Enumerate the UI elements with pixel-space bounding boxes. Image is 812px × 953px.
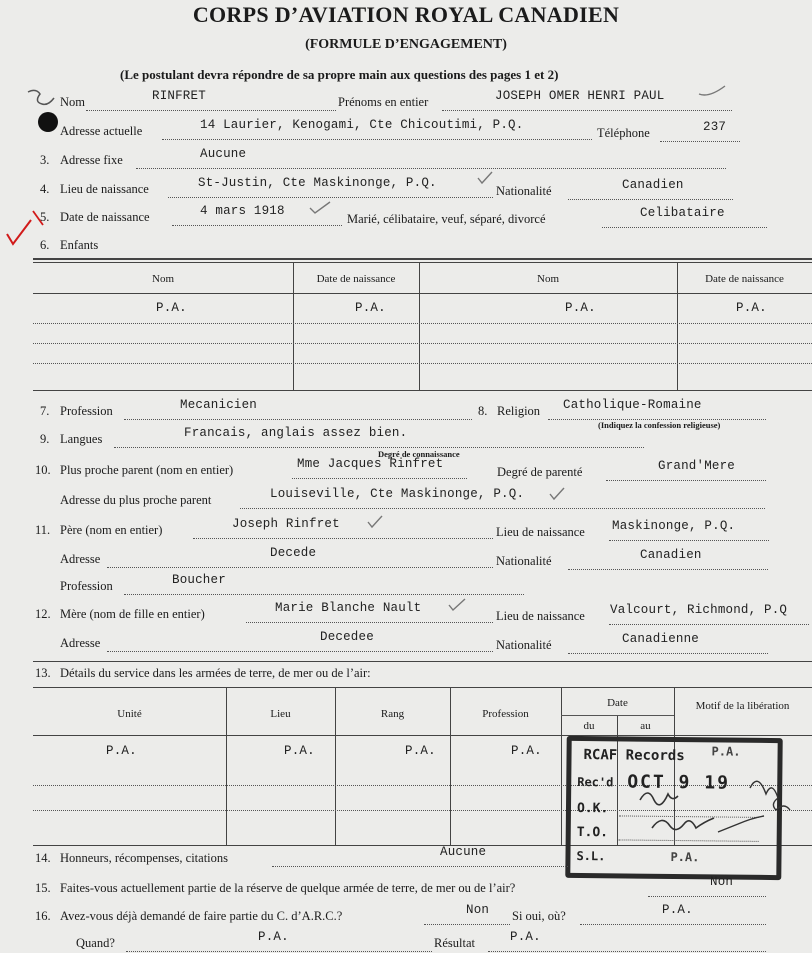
q15-label: Faites-vous actuellement partie de la réserve de quelque armée de terre, de mer ou de l’air?: [60, 881, 516, 895]
adresse-actuelle-value: 14 Laurier, Kenogami, Cte Chicoutimi, P.Q.: [200, 118, 524, 132]
pere-lieu-label: Lieu de naissance: [496, 525, 585, 539]
telephone-value: 237: [703, 120, 727, 134]
stamp-overlay-pa: P.A.: [711, 744, 741, 759]
service-cell: P.A.: [284, 744, 315, 758]
deja-value: Non: [466, 903, 490, 917]
q13-number: 13.: [35, 666, 51, 680]
honneurs-value: Aucune: [440, 845, 487, 859]
service-header-profession: Profession: [482, 708, 529, 720]
q5-number: 5.: [40, 210, 50, 224]
enfants-header-nom-1: Nom: [152, 273, 174, 285]
pere-profession-label: Profession: [60, 579, 113, 593]
degre-connaissance-note: Degré de connaissance: [378, 449, 460, 459]
resultat-label: Résultat: [434, 936, 475, 950]
quand-label: Quand?: [76, 936, 115, 950]
degre-parente-label: Degré de parenté: [497, 465, 583, 479]
enfants-cell: P.A.: [565, 301, 596, 315]
service-header-motif: Motif de la libération: [695, 700, 790, 712]
enfants-cell: P.A.: [736, 301, 767, 315]
stamp-line-4: T.O.: [576, 824, 609, 841]
q9-number: 9.: [40, 432, 50, 446]
service-cell: P.A.: [106, 744, 137, 758]
q11-number: 11.: [35, 523, 51, 537]
service-header-au: au: [640, 720, 651, 732]
mere-lieu-label: Lieu de naissance: [496, 609, 585, 623]
q8-label: Religion: [497, 404, 541, 418]
pencil-check-icon: [548, 486, 566, 502]
stamp-line-2-date: OCT 9 19: [627, 771, 731, 794]
resultat-value: P.A.: [510, 930, 541, 944]
pencil-check-icon: [308, 200, 332, 216]
q12-label: Mère (nom de fille en entier): [60, 607, 205, 621]
quand-value: P.A.: [258, 930, 289, 944]
stamp-line-5: S.L.: [576, 848, 606, 864]
degre-parente-value: Grand'Mere: [658, 459, 736, 473]
q16-label: Avez-vous déjà demandé de faire partie du C. d’A.R.C.?: [60, 909, 343, 923]
nationalite-value: Canadien: [622, 178, 684, 192]
enfants-header-nom-2: Nom: [537, 273, 559, 285]
form-title: CORPS D’AVIATION ROYAL CANADIEN: [192, 2, 620, 27]
q2-label: Adresse actuelle: [60, 124, 143, 138]
service-header-rang: Rang: [380, 708, 405, 720]
q6-label: Enfants: [60, 238, 99, 252]
enfants-cell: P.A.: [355, 301, 386, 315]
form-instruction: (Le postulant devra répondre de sa propre main aux questions des pages 1 et 2): [120, 67, 559, 82]
q7-label: Profession: [60, 404, 113, 418]
stamp-line-2-label: Rec'd: [577, 774, 614, 790]
ink-blot: [38, 112, 58, 132]
enfants-header-date-1: Date de naissance: [316, 273, 396, 285]
q13-label: Détails du service dans les armées de terre, de mer ou de l’air:: [60, 666, 371, 680]
nationalite-label: Nationalité: [496, 184, 552, 198]
mere-lieu-value: Valcourt, Richmond, P.Q: [610, 603, 788, 617]
q1-label: Nom: [60, 95, 85, 109]
pencil-check-icon: [447, 597, 467, 613]
service-header-lieu: Lieu: [270, 708, 291, 720]
q8-number: 8.: [478, 404, 488, 418]
q10-number: 10.: [35, 463, 51, 477]
adresse-parent-label: Adresse du plus proche parent: [60, 493, 212, 507]
etat-civil-label: Marié, célibataire, veuf, séparé, divorcé: [347, 212, 546, 226]
form-subtitle: (FORMULE D’ENGAGEMENT): [305, 37, 507, 52]
q9-label: Langues: [60, 432, 103, 446]
stamp-line-3: O.K.: [576, 800, 609, 817]
q7-number: 7.: [40, 404, 50, 418]
date-naissance-value: 4 mars 1918: [200, 204, 285, 218]
si-oui-label: Si oui, où?: [512, 909, 566, 923]
q6-number: 6.: [40, 238, 50, 252]
adresse-fixe-value: Aucune: [200, 147, 247, 161]
enfants-cell: P.A.: [156, 301, 187, 315]
pere-nationalite-label: Nationalité: [496, 554, 552, 568]
religion-value: Catholique-Romaine: [563, 398, 702, 412]
etat-civil-value: Celibataire: [640, 206, 725, 220]
mere-value: Marie Blanche Nault: [275, 601, 422, 615]
pere-lieu-value: Maskinonge, P.Q.: [612, 519, 736, 533]
q14-number: 14.: [35, 851, 51, 865]
service-header-du: du: [583, 720, 595, 732]
service-cell: P.A.: [405, 744, 436, 758]
service-header-unite: Unité: [117, 708, 142, 720]
si-oui-value: P.A.: [662, 903, 693, 917]
q16-number: 16.: [35, 909, 51, 923]
mere-nationalite-value: Canadienne: [622, 632, 700, 646]
pere-adresse-label: Adresse: [60, 552, 101, 566]
q15-number: 15.: [35, 881, 51, 895]
pere-adresse-value: Decede: [270, 546, 317, 560]
q10-label: Plus proche parent (nom en entier): [60, 463, 234, 477]
q4-number: 4.: [40, 182, 50, 196]
nom-value: RINFRET: [152, 89, 206, 103]
stamp-handwriting: [600, 770, 810, 850]
prenoms-value: JOSEPH OMER HENRI PAUL: [495, 89, 665, 103]
mere-nationalite-label: Nationalité: [496, 638, 552, 652]
pencil-check-icon: [476, 170, 494, 186]
q3-number: 3.: [40, 153, 50, 167]
pere-nationalite-value: Canadien: [640, 548, 702, 562]
langues-value: Francais, anglais assez bien.: [184, 426, 408, 440]
lieu-naissance-value: St-Justin, Cte Maskinonge, P.Q.: [198, 176, 437, 190]
parent-value: Mme Jacques Rinfret: [297, 457, 444, 471]
q11-label: Père (nom en entier): [60, 523, 163, 537]
q14-label: Honneurs, récompenses, citations: [60, 851, 229, 865]
adresse-parent-value: Louiseville, Cte Maskinonge, P.Q.: [270, 487, 525, 501]
q12-number: 12.: [35, 607, 51, 621]
pencil-check-icon: [366, 514, 384, 530]
mere-adresse-label: Adresse: [60, 636, 101, 650]
mere-adresse-value: Decedee: [320, 630, 374, 644]
stamp-line-1: RCAF Records: [583, 747, 685, 765]
pere-value: Joseph Rinfret: [232, 517, 340, 531]
service-cell: P.A.: [511, 744, 542, 758]
pencil-check-icon: [697, 84, 727, 100]
telephone-label: Téléphone: [597, 126, 650, 140]
q4-label: Lieu de naissance: [60, 182, 149, 196]
service-header-date: Date: [607, 697, 628, 709]
pere-profession-value: Boucher: [172, 573, 226, 587]
prenoms-label: Prénoms en entier: [338, 95, 429, 109]
profession-value: Mecanicien: [180, 398, 258, 412]
religion-note: (Indiquez la confession religieuse): [598, 420, 721, 430]
q3-label: Adresse fixe: [60, 153, 123, 167]
enfants-header-date-2: Date de naissance: [705, 273, 784, 285]
q5-label: Date de naissance: [60, 210, 150, 224]
red-mark-icon: [30, 208, 46, 228]
stamp-overlay-pa: P.A.: [670, 849, 700, 865]
reserve-value: Non: [710, 875, 734, 889]
pencil-scribble: [24, 86, 58, 112]
